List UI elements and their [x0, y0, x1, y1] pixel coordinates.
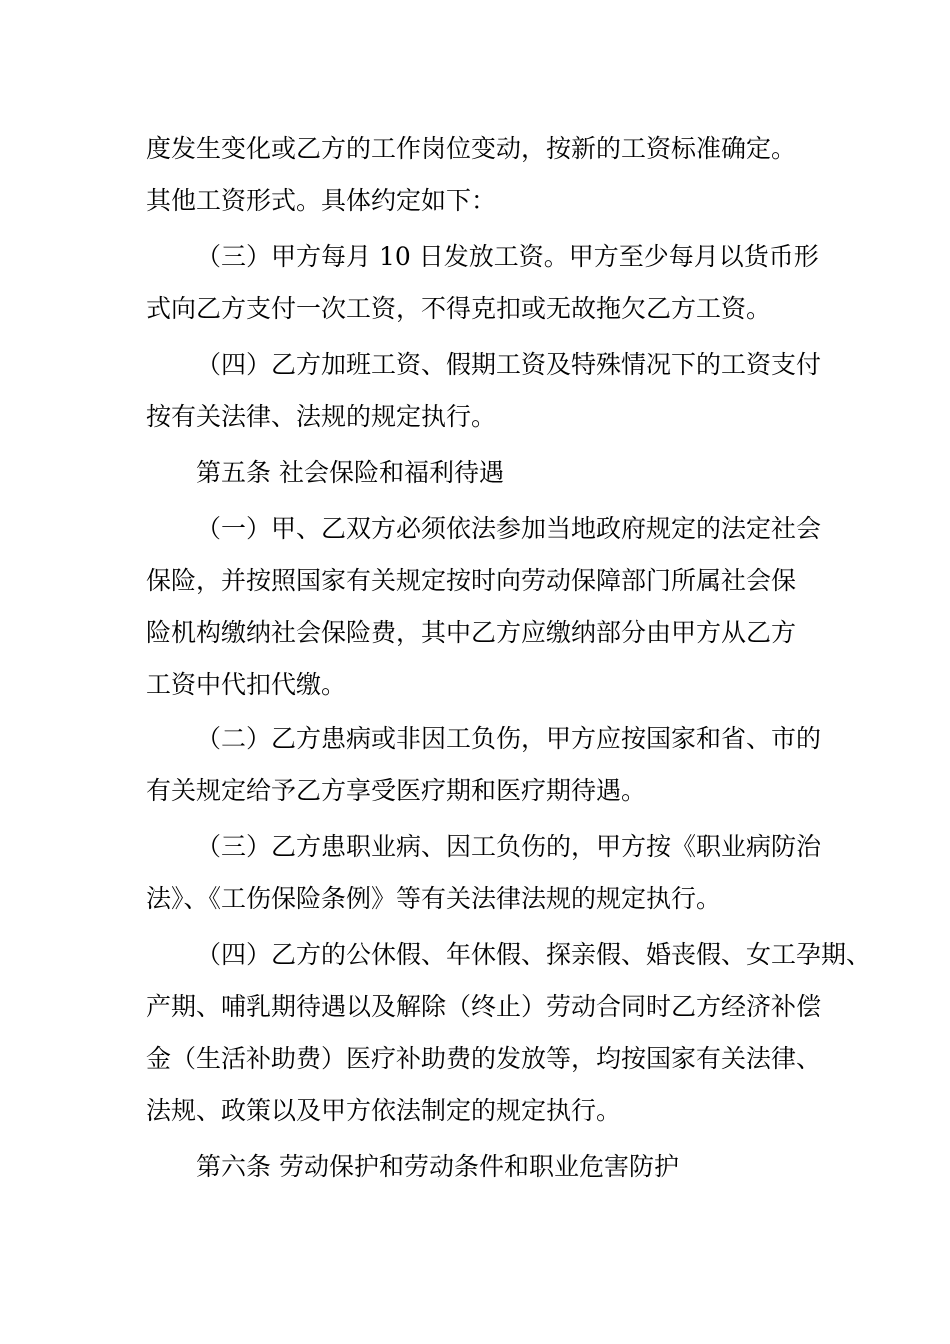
text-line: （二）乙方患病或非因工负伤，甲方应按国家和省、市的 [196, 724, 822, 753]
text-line: （三）乙方患职业病、因工负伤的，甲方按《职业病防治 [196, 832, 822, 861]
text-line: 保险，并按照国家有关规定按时向劳动保障部门所属社会保 [146, 566, 797, 595]
text-line: （三）甲方每月 10 日发放工资。甲方至少每月以货币形 [196, 242, 819, 271]
section-heading: 第六条 劳动保护和劳动条件和职业危害防护 [196, 1152, 679, 1181]
text-line: 产期、哺乳期待遇以及解除（终止）劳动合同时乙方经济补偿 [146, 992, 822, 1021]
text-line: 法规、政策以及甲方依法制定的规定执行。 [146, 1096, 622, 1125]
text-line: 度发生变化或乙方的工作岗位变动，按新的工资标准确定。 [146, 134, 797, 163]
text-line: （四）乙方加班工资、假期工资及特殊情况下的工资支付 [196, 350, 822, 379]
section-heading: 第五条 社会保险和福利待遇 [196, 458, 504, 487]
text-line: 工资中代扣代缴。 [146, 670, 347, 699]
text-line: （四）乙方的公休假、年休假、探亲假、婚丧假、女工孕期、 [196, 940, 872, 969]
text-line: 险机构缴纳社会保险费，其中乙方应缴纳部分由甲方从乙方 [146, 618, 797, 647]
text-line: 其他工资形式。具体约定如下： [146, 186, 497, 215]
text-line: 有关规定给予乙方享受医疗期和医疗期待遇。 [146, 776, 647, 805]
text-line: 按有关法律、法规的规定执行。 [146, 402, 497, 431]
text-line: 法》、《工伤保险条例》等有关法律法规的规定执行。 [146, 884, 722, 913]
text-line: （一）甲、乙双方必须依法参加当地政府规定的法定社会 [196, 514, 822, 543]
text-line: 金（生活补助费）医疗补助费的发放等，均按国家有关法律、 [146, 1044, 822, 1073]
text-line: 式向乙方支付一次工资，不得克扣或无故拖欠乙方工资。 [146, 294, 772, 323]
